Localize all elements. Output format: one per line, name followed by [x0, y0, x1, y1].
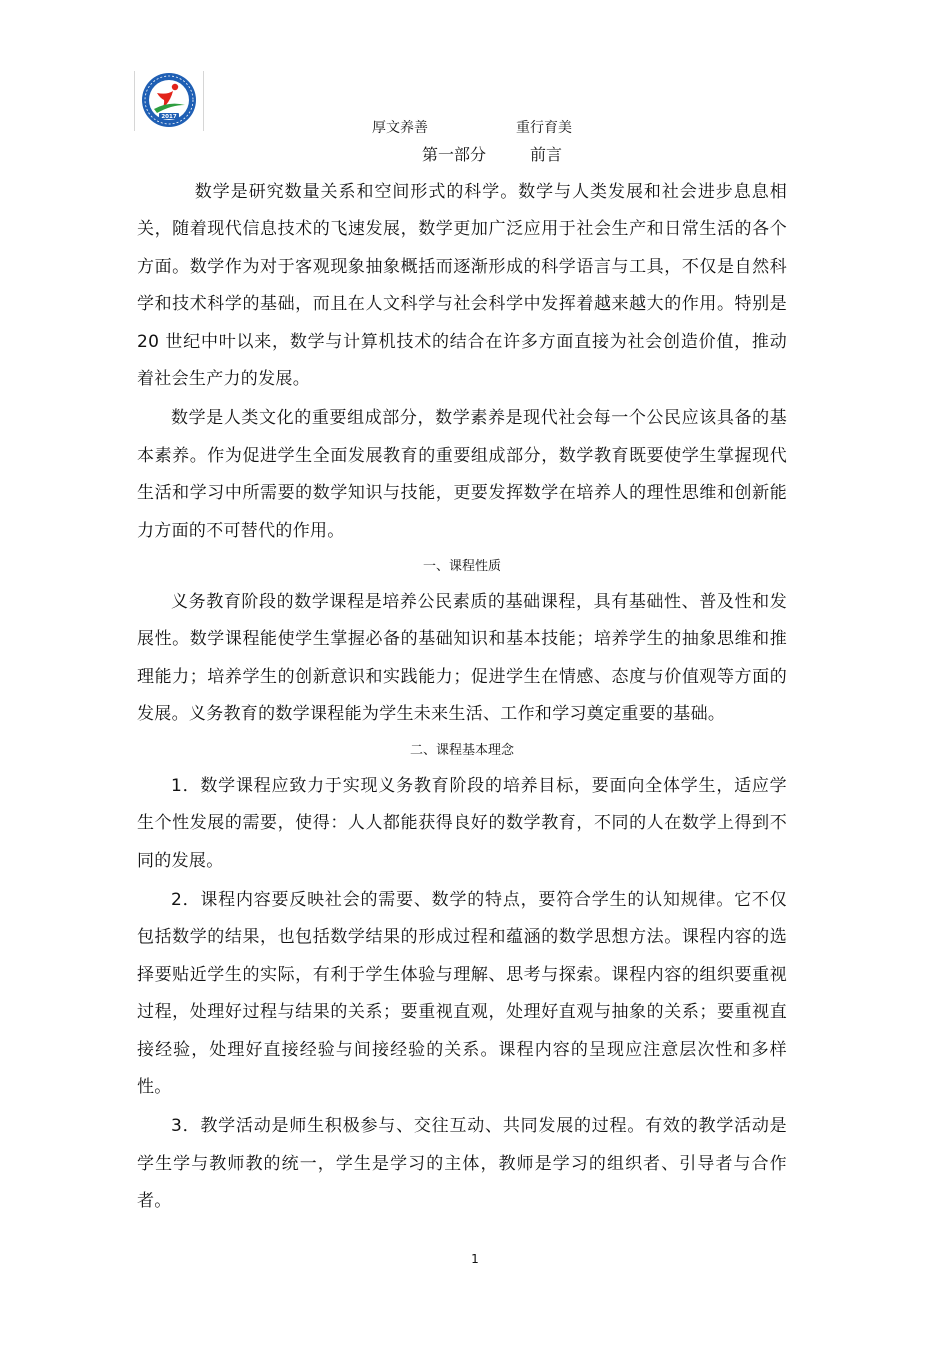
intro-paragraph-1: 数学是研究数量关系和空间形式的科学。数学与人类发展和社会进步息息相关，随着现代信息技术的飞速发展，数学更加广泛应用于社会生产和日常生活的各个方面。数学作为对于客观现象抽象概括而逐渐形成的科学语言与工具，不仅是自然科学和技术科学的基础，而且在人文科学与社会科学中发挥着越来越大的作用。特别是 20 世纪中叶以来，数学与计算机技术的结合在许多方面直接为社会创造价值，推动着社会生产力的发展。 [137, 182, 787, 390]
nature-paragraph: 义务教育阶段的数学课程是培养公民素质的基础课程，具有基础性、普及性和发展性。数学课程能使学生掌握必备的基础知识和基本技能；培养学生的抽象思维和推理能力；培养学生的创新意识和实践能力；促进学生在情感、态度与价值观等方面的发展。义务教育的数学课程能为学生未来生活、工作和学习奠定重要的基础。 [137, 592, 787, 725]
part-name: 前言 [530, 145, 563, 164]
part-label: 第一部分 [422, 145, 487, 164]
part-title [0, 142, 950, 164]
principle-item-1: 1．数学课程应致力于实现义务教育阶段的培养目标，要面向全体学生，适应学生个性发展的需要，使得：人人都能获得良好的数学教育，不同的人在数学上得到不同的发展。 [137, 775, 787, 871]
motto-left: 厚文养善 [372, 120, 428, 136]
motto-right: 重行育美 [516, 120, 572, 136]
school-motto [0, 117, 950, 137]
section-heading-nature: 一、课程性质 [422, 559, 501, 575]
principle-item-3: 3．教学活动是师生积极参与、交往互动、共同发展的过程。有效的教学活动是学生学与教师教的统一，学生是学习的主体，教师是学习的组织者、引导者与合作者。 [137, 1116, 787, 1212]
principle-item-2: 2．课程内容要反映社会的需要、数学的特点，要符合学生的认知规律。它不仅包括数学的结果，也包括数学结果的形成过程和蕴涵的数学思想方法。课程内容的选择要贴近学生的实际，有利于学生体验与理解、思考与探索。课程内容的组织要重视过程，处理好过程与结果的关系；要重视直观，处理好直观与抽象的关系；要重视直接经验，处理好直接经验与间接经验的关系。课程内容的呈现应注意层次性和多样性。 [137, 889, 787, 1097]
logo-year: 2017 [161, 114, 177, 120]
page-number: 1 [471, 1252, 479, 1266]
section-heading-principles: 二、课程基本理念 [409, 742, 514, 758]
document-body [137, 174, 787, 1221]
intro-paragraph-2: 数学是人类文化的重要组成部分，数学素养是现代社会每一个公民应该具备的基本素养。作为促进学生全面发展教育的重要组成部分，数学教育既要使学生掌握现代生活和学习中所需要的数学知识与技能，更要发挥数学在培养人的理性思维和创新能力方面的不可替代的作用。 [137, 408, 787, 541]
